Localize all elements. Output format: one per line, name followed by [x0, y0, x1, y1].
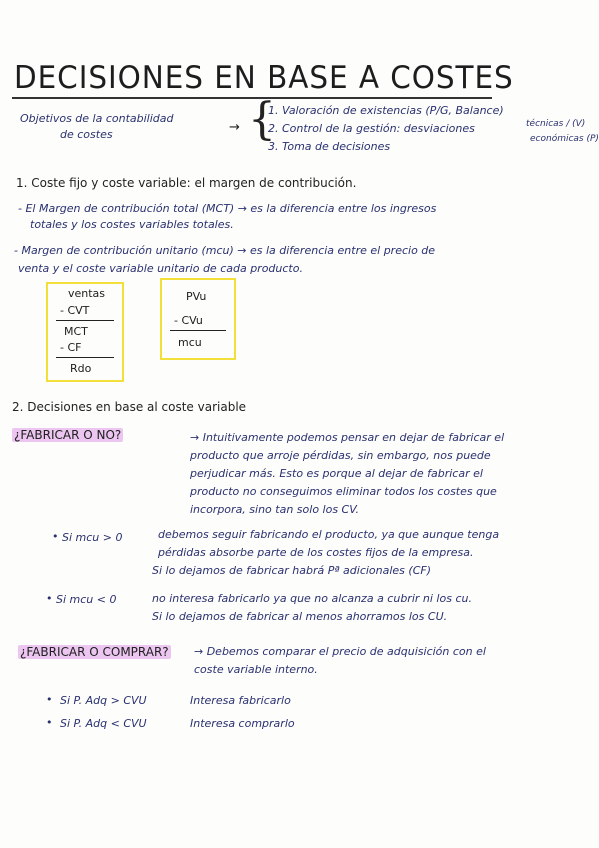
bullet-icon: •: [52, 530, 59, 543]
box1-divider: [56, 320, 114, 321]
section1-p2-line1: - Margen de contribución unitario (mcu) → es la diferencia entre el precio de: [14, 244, 436, 257]
arrow-icon: →: [229, 120, 240, 135]
section1-p1-line2: totales y los costes variables totales.: [30, 218, 234, 231]
box2-mcu: mcu: [178, 336, 202, 349]
objective-item-3: 3. Toma de decisiones: [268, 140, 391, 153]
case-adq-greater: Si P. Adq > CVU: [60, 694, 147, 707]
q2-line1: → Debemos comparar el precio de adquisición con el: [194, 645, 486, 658]
case-mcu-negative-line1: no interesa fabricarlo ya que no alcanza a cubrir ni los cu.: [152, 592, 472, 605]
question-fabricar-o-comprar: ¿FABRICAR O COMPRAR?: [20, 645, 169, 659]
bullet-icon: •: [46, 592, 53, 605]
income-statement-box: [46, 282, 124, 382]
bullet-icon: •: [46, 693, 53, 706]
q1-line1: → Intuitivamente podemos pensar en dejar de fabricar el: [190, 431, 505, 444]
bullet-icon: •: [46, 716, 53, 729]
case-adq-greater-result: Interesa fabricarlo: [190, 694, 291, 707]
objective-item-2: 2. Control de la gestión: desviaciones: [268, 122, 475, 135]
side-note-2: económicas (P): [530, 134, 599, 144]
side-note-1: técnicas / (V): [526, 119, 586, 129]
box2-cvu: - CVu: [174, 314, 203, 327]
box2-divider: [170, 330, 226, 331]
objective-item-1: 1. Valoración de existencias (P/G, Balance): [268, 104, 504, 117]
case-mcu-positive: Si mcu > 0: [62, 531, 123, 544]
objective-label-line2: de costes: [60, 128, 113, 141]
box1-mct: MCT: [64, 325, 88, 338]
q1-line2: producto que arroje pérdidas, sin embargo, nos puede: [190, 449, 491, 462]
section2-heading: 2. Decisiones en base al coste variable: [12, 400, 247, 414]
unit-margin-box: [160, 278, 236, 360]
box1-cf: - CF: [60, 341, 82, 354]
case-mcu-negative-line2: Si lo dejamos de fabricar al menos ahorramos los CU.: [152, 610, 448, 623]
q1-line3: perjudicar más. Esto es porque al dejar de fabricar el: [190, 467, 483, 480]
q1-line5: incorpora, sino tan solo los CV.: [190, 503, 360, 516]
objective-label-line1: Objetivos de la contabilidad: [20, 112, 174, 125]
case-mcu-positive-line2: pérdidas absorbe parte de los costes fijos de la empresa.: [158, 546, 474, 559]
case-adq-less: Si P. Adq < CVU: [60, 717, 147, 730]
q1-line4: producto no conseguimos eliminar todos los costes que: [190, 485, 497, 498]
box1-cvt: - CVT: [60, 304, 90, 317]
section1-heading: 1. Coste fijo y coste variable: el margen de contribución.: [16, 176, 357, 190]
case-mcu-positive-line3: Si lo dejamos de fabricar habrá Pª adicionales (CF): [152, 564, 432, 577]
case-adq-less-result: Interesa comprarlo: [190, 717, 295, 730]
page-title: DECISIONES EN BASE A COSTES: [14, 60, 514, 96]
section1-p2-line2: venta y el coste variable unitario de cada producto.: [18, 262, 303, 275]
case-mcu-negative: Si mcu < 0: [56, 593, 117, 606]
case-mcu-positive-line1: debemos seguir fabricando el producto, ya que aunque tenga: [158, 528, 500, 541]
section1-p1-line1: - El Margen de contribución total (MCT) → es la diferencia entre los ingresos: [18, 202, 437, 215]
box1-ventas: ventas: [68, 287, 106, 300]
box1-divider: [56, 357, 114, 358]
q2-line2: coste variable interno.: [194, 663, 318, 676]
question-fabricar-o-no: ¿FABRICAR O NO?: [14, 428, 122, 442]
brace-icon: {: [248, 94, 276, 145]
box2-pvu: PVu: [186, 290, 207, 303]
box1-rdo: Rdo: [70, 362, 92, 375]
